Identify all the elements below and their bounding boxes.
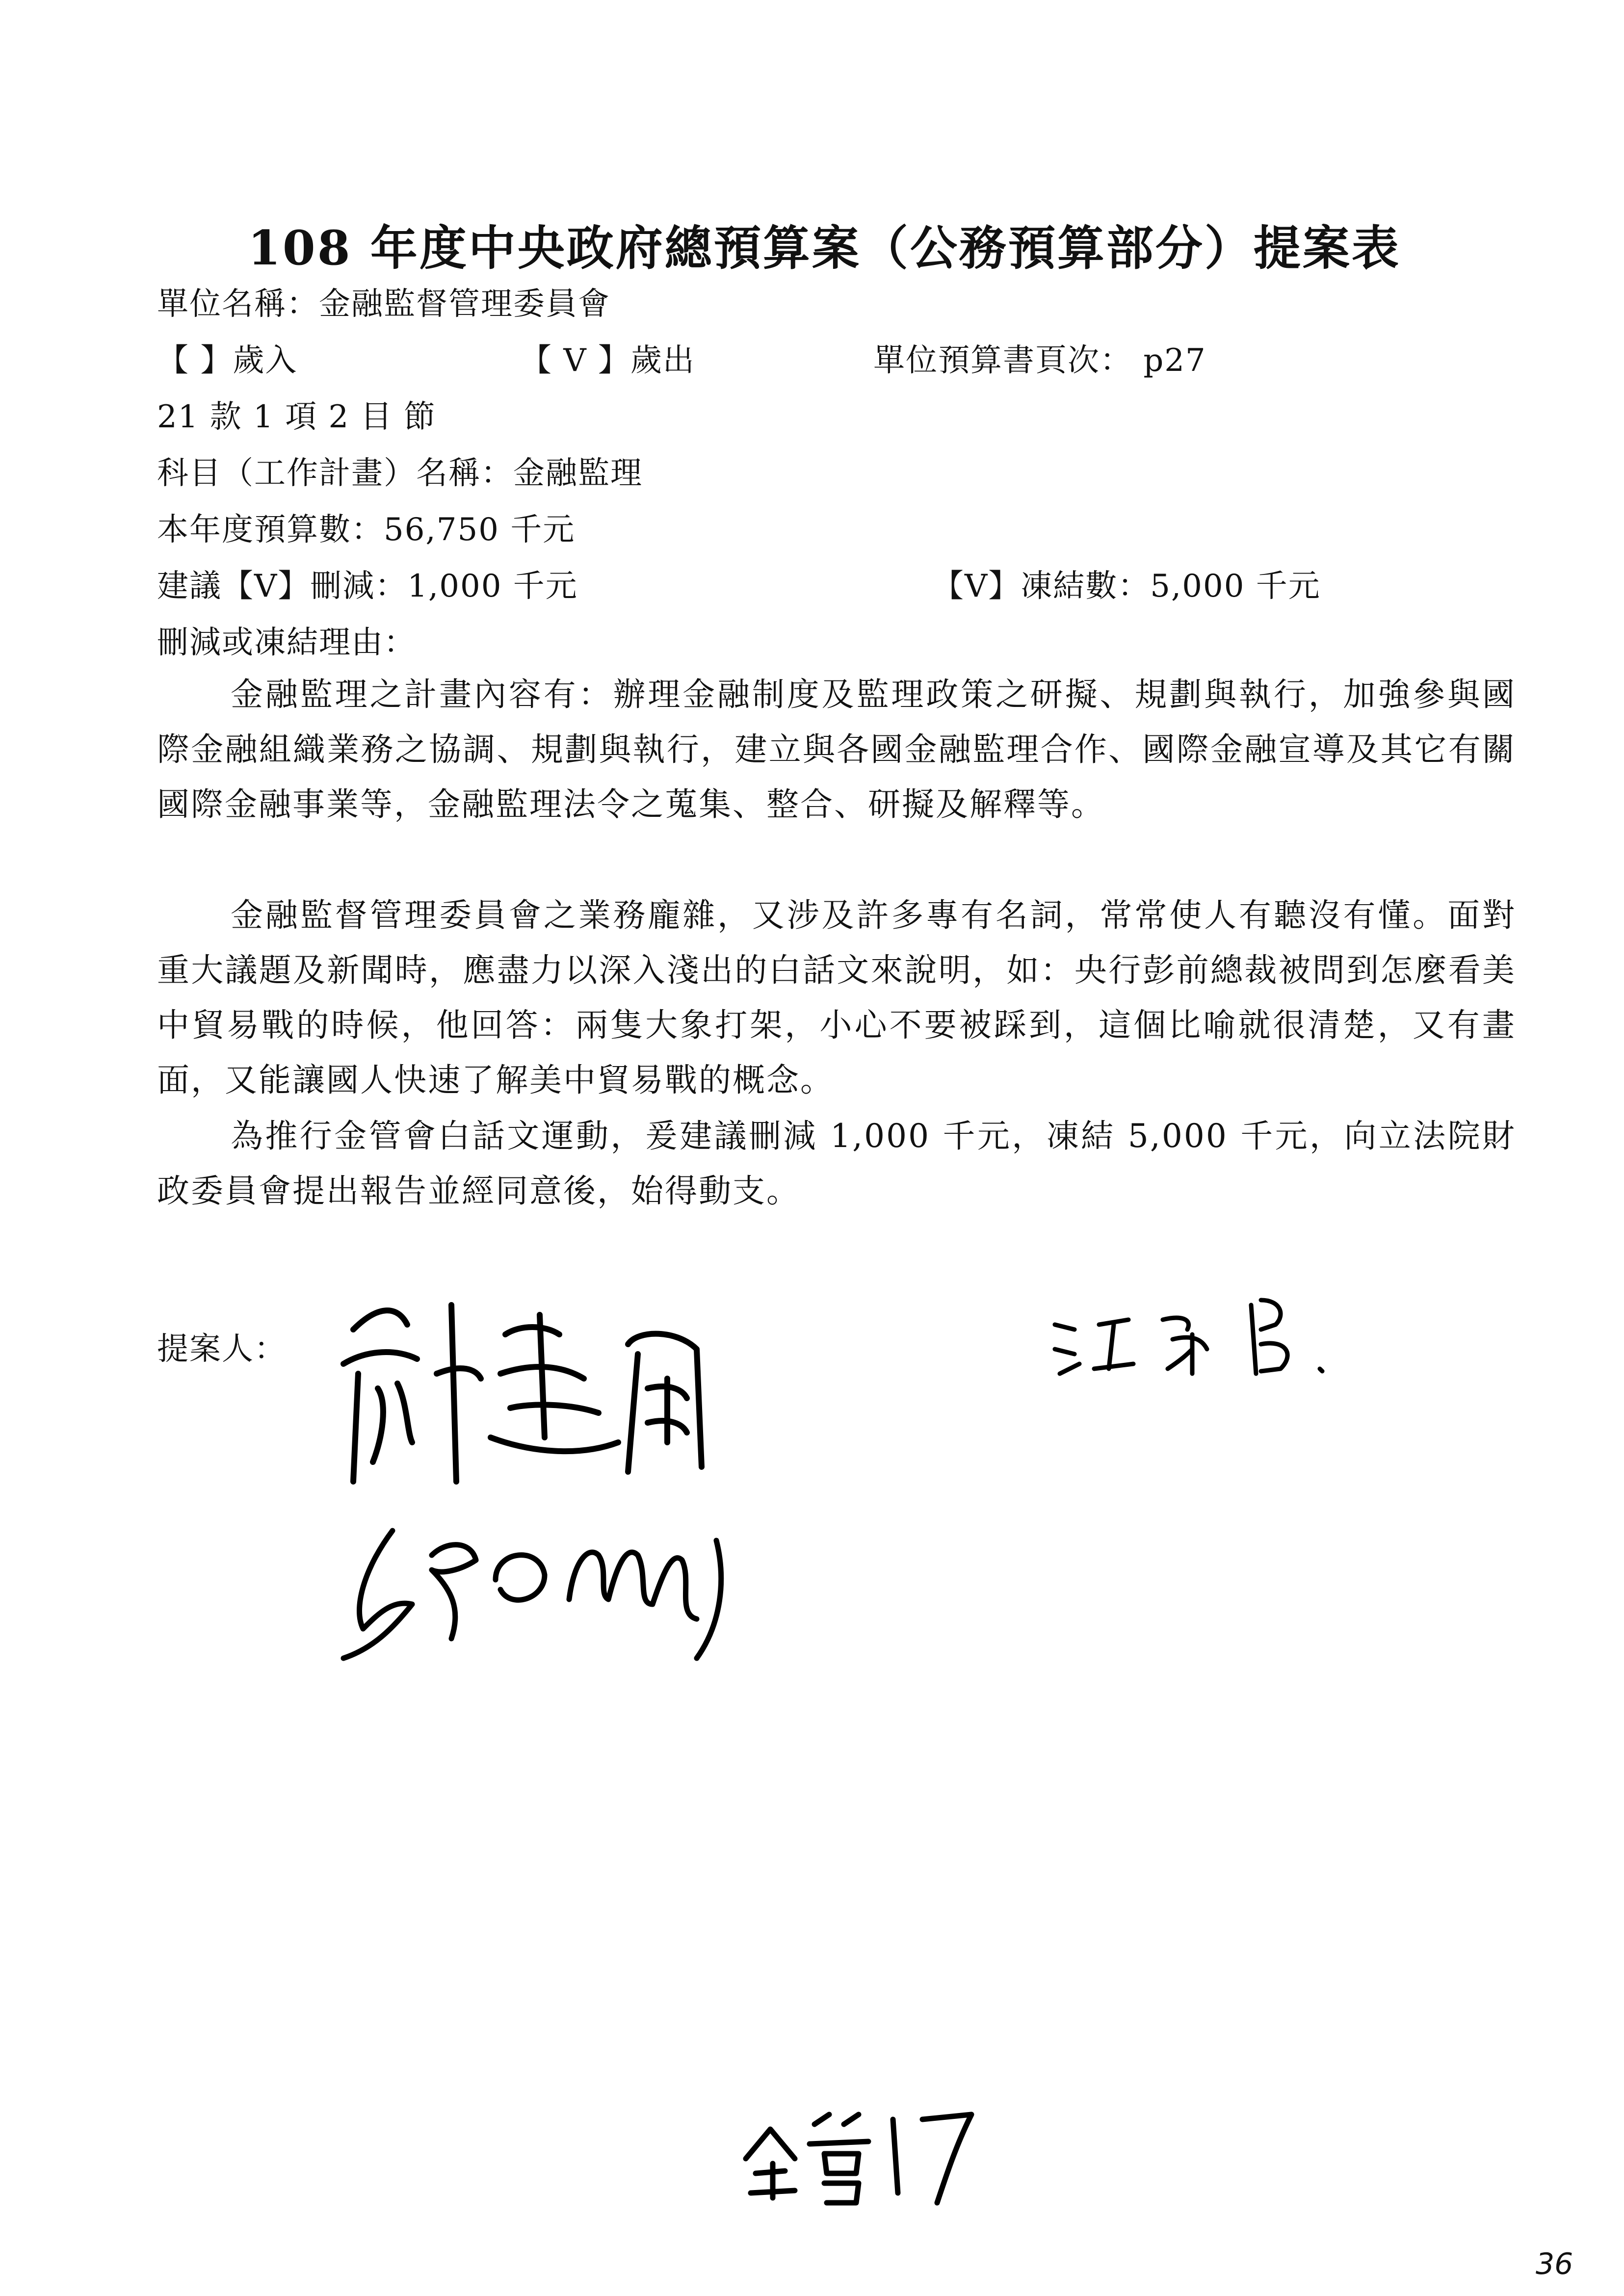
reason-paragraph-3: 為推行金管會白話文運動，爰建議刪減 1,000 千元，凍結 5,000 千元，向立法院財政委員會提出報告並經同意後，始得動支。	[157, 1117, 1516, 1210]
unit-name: 單位名稱：金融監督管理委員會	[157, 286, 610, 322]
proposer-label: 提案人：	[157, 1331, 287, 1367]
subject-name: 科目（工作計畫）名稱：金融監理	[157, 455, 643, 492]
expense-checkbox: 【 V 】歲出	[520, 342, 695, 379]
signature-3	[334, 1501, 756, 1673]
reason-paragraph-1: 金融監理之計畫內容有：辦理金融制度及監理政策之研擬、規劃與執行，加強參與國際金融組織業務之協調、規劃與執行，建立與各國金融監理合作、國際金融宣導及其它有關國際金融事業等，金融監理法令之蒐集、整合、研擬及解釋等。	[157, 676, 1516, 823]
reason-label: 刪減或凍結理由：	[157, 625, 416, 661]
signature-2	[1045, 1285, 1359, 1383]
cut-amount: 建議【V】刪減：1,000 千元	[157, 568, 578, 604]
signature-1	[324, 1276, 765, 1496]
item-code: 21 款 1 項 2 目 節	[157, 399, 436, 435]
freeze-amount: 【V】凍結數：5,000 千元	[932, 568, 1321, 604]
document-title: 108 年度中央政府總預算案（公務預算部分）提案表	[248, 220, 1401, 276]
reason-paragraph-2: 金融監督管理委員會之業務龐雜，又涉及許多專有名詞，常常使人有聽沒有懂。面對重大議題及新聞時，應盡力以深入淺出的白話文來說明，如：央行彭前總裁被問到怎麼看美中貿易戰的時候，他回答：兩隻大象打架，小心不要被踩到，這個比喻就很清楚，又有畫面，又能讓國人快速了解美中貿易戰的概念。	[157, 896, 1516, 1099]
budget-page-ref: 單位預算書頁次： p27	[873, 342, 1206, 379]
budget-amount: 本年度預算數：56,750 千元	[157, 512, 576, 548]
revenue-checkbox: 【 】歲入	[157, 342, 298, 379]
handwritten-stamp	[726, 2090, 991, 2213]
page-number: 36	[1536, 2247, 1573, 2281]
